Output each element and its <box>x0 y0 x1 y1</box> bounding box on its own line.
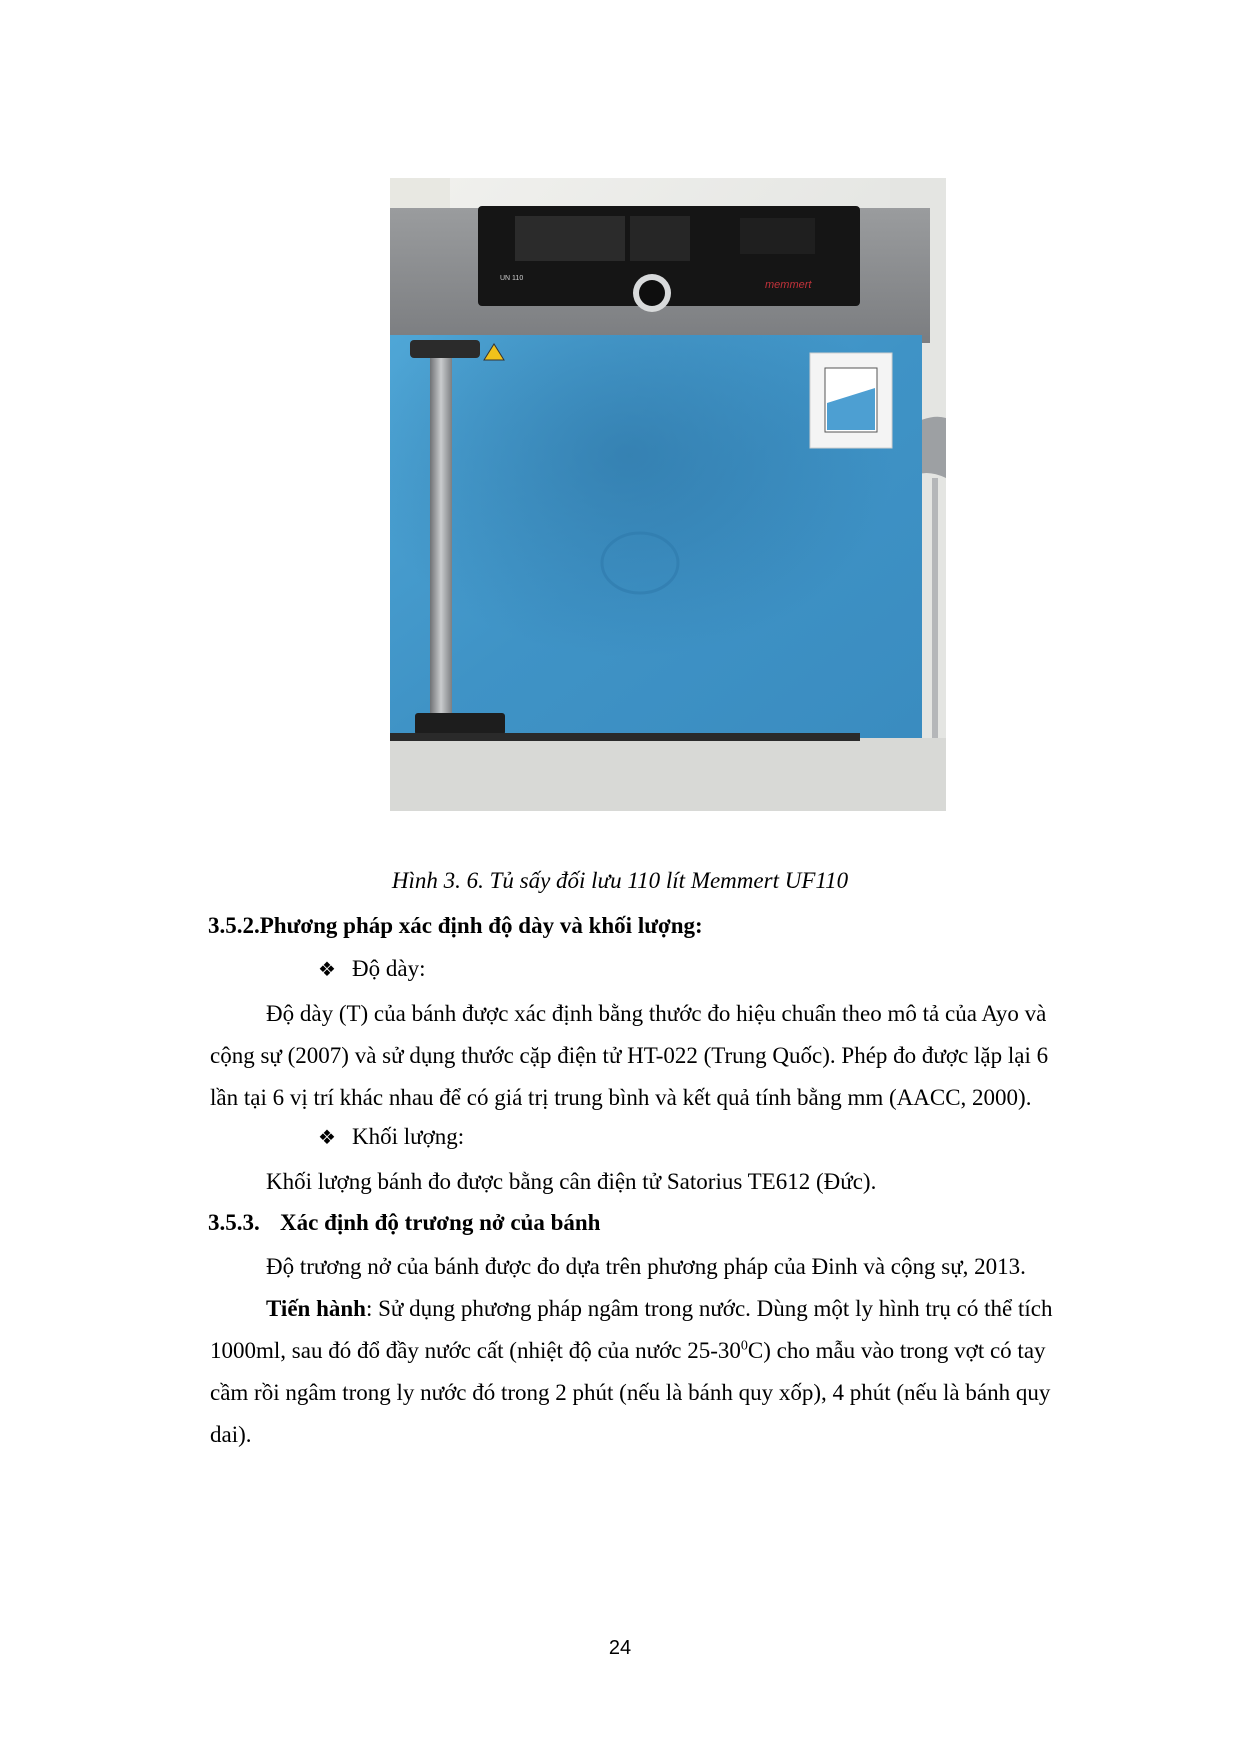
diamond-bullet-icon: ❖ <box>318 959 336 981</box>
procedure-label: Tiến hành <box>266 1296 366 1321</box>
paragraph-line <box>210 1288 1132 1330</box>
degree-superscript: 0 <box>740 1338 748 1354</box>
section-heading-3-5-3 <box>208 1210 600 1236</box>
procedure-text: C) cho mẫu vào trong vợt có tay <box>747 1338 1046 1363</box>
bullet-label: Khối lượng: <box>352 1124 465 1149</box>
paragraph-line <box>210 1330 1132 1372</box>
section-number: 3.5.3. <box>208 1210 260 1235</box>
paragraph-thickness <box>210 993 1132 1119</box>
paragraph-weight <box>210 1161 1132 1203</box>
diamond-bullet-icon: ❖ <box>318 1127 336 1149</box>
bullet-item-thickness <box>318 956 425 982</box>
door-handle <box>430 358 452 718</box>
page-number: 24 <box>608 1637 632 1659</box>
paragraph-line: Độ trương nở của bánh được đo dựa trên phương pháp của Đinh và cộng sự, 2013. <box>266 1254 1026 1279</box>
section-title: Xác định độ trương nở của bánh <box>280 1210 601 1235</box>
procedure-text: 1000ml, sau đó đổ đầy nước cất (nhiệt độ của nước 25-30 <box>210 1338 741 1363</box>
section-number: 3.5.2. <box>208 913 260 938</box>
paragraph-line: dai). <box>210 1422 252 1447</box>
device-brand-logo: memmert <box>765 279 812 291</box>
section-title: Phương pháp xác định độ dày và khối lượng: <box>259 913 703 938</box>
paragraph-line: cầm rồi ngâm trong ly nước đó trong 2 phút (nếu là bánh quy xốp), 4 phút (nếu là bánh quy <box>210 1380 1051 1405</box>
procedure-text: : Sử dụng phương pháp ngâm trong nước. Dùng một ly hình trụ có thể tích <box>365 1296 1053 1321</box>
figure-photo-oven <box>390 178 946 811</box>
paragraph-line: Khối lượng bánh đo được bằng cân điện tử Satorius TE612 (Đức). <box>266 1169 877 1194</box>
figure-caption: Hình 3. 6. Tủ sấy đối lưu 110 lít Memmert UF110 <box>391 868 849 893</box>
section-heading-3-5-2 <box>208 913 703 939</box>
device-model-label: UN 110 <box>500 275 524 282</box>
bullet-label: Độ dày: <box>352 956 426 981</box>
paragraph-line: cộng sự (2007) và sử dụng thước cặp điện tử HT-022 (Trung Quốc). Phép đo được lặp lại 6 <box>210 1043 1049 1068</box>
paragraph-line: lần tại 6 vị trí khác nhau để có giá trị trung bình và kết quả tính bằng mm (AACC, 2000). <box>210 1085 1032 1110</box>
bullet-item-weight <box>318 1124 464 1150</box>
paragraph-swelling <box>210 1246 1132 1456</box>
paragraph-line: Độ dày (T) của bánh được xác định bằng thước đo hiệu chuẩn theo mô tả của Ayo và <box>266 1001 1047 1026</box>
